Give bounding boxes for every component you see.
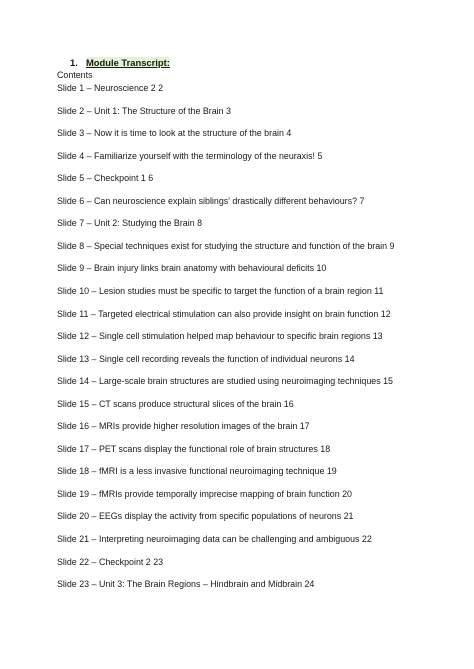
toc-entry[interactable]: Slide 23 – Unit 3: The Brain Regions – Hindbrain and Midbrain 24 — [57, 579, 315, 590]
toc-entry[interactable]: Slide 1 – Neuroscience 2 2 — [57, 83, 164, 93]
toc-entry[interactable]: Slide 10 – Lesion studies must be specific to target the function of a brain region 11 — [57, 285, 384, 296]
toc-entry[interactable]: Slide 8 – Special techniques exist for studying the structure and function of the brain 9 — [57, 240, 395, 251]
section-heading — [70, 57, 170, 68]
toc-entry[interactable]: Slide 13 – Single cell recording reveals the function of individual neurons 14 — [57, 353, 355, 364]
toc-entry[interactable]: Slide 15 – CT scans produce structural slices of the brain 16 — [57, 398, 294, 409]
toc-entry[interactable]: Slide 21 – Interpreting neuroimaging data can be challenging and ambiguous 22 — [57, 534, 372, 544]
heading-title: Module Transcript: — [86, 57, 170, 68]
toc-entry[interactable]: Slide 22 – Checkpoint 2 23 — [57, 556, 164, 567]
heading-number: 1. — [70, 57, 78, 68]
toc-entry[interactable]: Slide 5 – Checkpoint 1 6 — [57, 173, 154, 184]
toc-entry[interactable]: Slide 17 – PET scans display the functional role of brain structures 18 — [57, 443, 331, 454]
toc-entry[interactable]: Slide 11 – Targeted electrical stimulation can also provide insight on brain function 12 — [57, 308, 391, 319]
toc-entry[interactable]: Slide 19 – fMRIs provide temporally imprecise mapping of brain function 20 — [57, 488, 352, 499]
toc-entry[interactable]: Slide 14 – Large-scale brain structures are studied using neuroimaging techniques 15 — [57, 376, 393, 387]
toc-entry[interactable]: Slide 9 – Brain injury links brain anatomy with behavioural deficits 10 — [57, 263, 327, 274]
toc-entry[interactable]: Slide 2 – Unit 1: The Structure of the Brain 3 — [57, 105, 231, 116]
toc-entry[interactable]: Slide 18 – fMRI is a less invasive functional neuroimaging technique 19 — [57, 466, 337, 477]
toc-entry[interactable]: Slide 12 – Single cell stimulation helped map behaviour to specific brain regions 13 — [57, 331, 383, 342]
toc-entry[interactable]: Slide 4 – Familiarize yourself with the terminology of the neuraxis! 5 — [57, 150, 323, 161]
toc-entry[interactable]: Slide 20 – EEGs display the activity from specific populations of neurons 21 — [57, 511, 354, 522]
contents-label: Contents — [57, 70, 93, 80]
toc-entry[interactable]: Slide 7 – Unit 2: Studying the Brain 8 — [57, 218, 203, 229]
toc-entry[interactable]: Slide 6 – Can neuroscience explain siblings' drastically different behaviours? 7 — [57, 195, 365, 206]
toc-entry[interactable]: Slide 16 – MRIs provide higher resolution images of the brain 17 — [57, 421, 310, 432]
toc-entry[interactable]: Slide 3 – Now it is time to look at the structure of the brain 4 — [57, 128, 292, 139]
